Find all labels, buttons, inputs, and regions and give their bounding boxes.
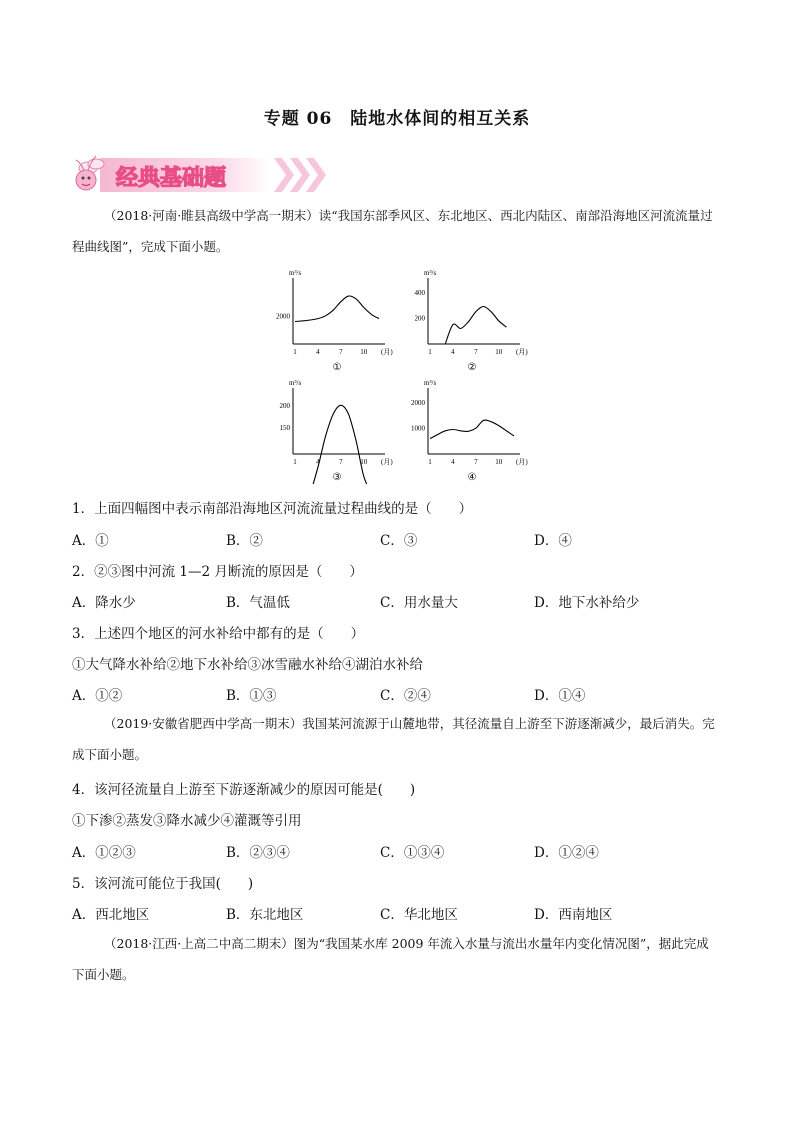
x-tick-label: 7 <box>474 458 478 466</box>
question-3-stem: 3．上述四个地区的河水补给中都有的是（ ） <box>72 626 365 642</box>
x-tick-label: 4 <box>451 348 455 356</box>
intro-paragraph-3: （2018·江西·上高二中高二期末）图为“我国某水库 2009 年流入水量与流出水量年内变化情况图”，据此完成下面小题。 <box>72 936 709 982</box>
banner-label: 经典基础题 <box>116 165 227 190</box>
bee-icon <box>76 156 104 190</box>
q5-option-d[interactable]: D．西南地区 <box>534 907 613 923</box>
x-unit-label: (月) <box>381 348 393 356</box>
chart-2 <box>415 269 529 373</box>
x-unit-label: (月) <box>381 458 393 466</box>
chart-number: ② <box>467 362 477 373</box>
discharge-line <box>295 296 379 322</box>
river-discharge-figure <box>265 266 535 484</box>
y-tick-label: 150 <box>279 423 290 432</box>
question-3-sub: ①大气降水补给②地下水补给③冰雪融水补给④湖泊水补给 <box>72 657 423 673</box>
chart-1 <box>276 269 393 373</box>
q4-option-b[interactable]: B．②③④ <box>226 845 290 861</box>
x-tick-label: 4 <box>316 458 320 466</box>
question-4-stem: 4．该河径流量自上游至下游逐渐减少的原因可能是( ) <box>72 782 416 798</box>
intro-paragraph-2: （2019·安徽省肥西中学高一期末）我国某河流源于山麓地带，其径流量自上游至下游逐渐减少，最后消失。完成下面小题。 <box>72 716 715 762</box>
y-tick-label: 200 <box>279 401 290 410</box>
y-tick-label: 2000 <box>411 398 425 407</box>
y-unit-label: m³/s <box>289 269 302 277</box>
x-tick-label: 10 <box>360 458 368 466</box>
x-tick-label: 1 <box>428 348 432 356</box>
x-tick-label: 10 <box>495 458 503 466</box>
q2-option-b[interactable]: B．气温低 <box>226 595 290 611</box>
discharge-line <box>445 307 506 345</box>
q3-option-c[interactable]: C．②④ <box>380 688 431 704</box>
x-tick-label: 1 <box>293 458 297 466</box>
q3-option-d[interactable]: D．①④ <box>534 688 586 704</box>
page-title: 专题 06 陆地水体间的相互关系 <box>263 109 531 129</box>
chart-number: ④ <box>467 472 477 483</box>
x-tick-label: 10 <box>495 348 503 356</box>
chart-4 <box>411 379 528 483</box>
q2-option-c[interactable]: C．用水量大 <box>380 595 458 611</box>
x-tick-label: 7 <box>339 458 343 466</box>
chart-number: ③ <box>332 472 342 483</box>
x-tick-label: 7 <box>474 348 478 356</box>
q2-option-d[interactable]: D．地下水补给少 <box>534 595 640 611</box>
q1-option-d[interactable]: D．④ <box>534 533 572 549</box>
q4-option-c[interactable]: C．①③④ <box>380 845 445 861</box>
q4-option-a[interactable]: A．①②③ <box>72 845 136 861</box>
question-4-sub: ①下渗②蒸发③降水减少④灌溉等引用 <box>72 813 302 829</box>
q1-option-c[interactable]: C．③ <box>380 533 418 549</box>
y-tick-label: 1000 <box>411 424 425 433</box>
q3-option-b[interactable]: B．①③ <box>226 688 277 704</box>
y-unit-label: m³/s <box>289 379 302 387</box>
q3-option-a[interactable]: A．①② <box>72 688 123 704</box>
y-unit-label: m³/s <box>424 379 437 387</box>
x-tick-label: 10 <box>360 348 368 356</box>
chart-number: ① <box>332 362 342 373</box>
q1-option-b[interactable]: B．② <box>226 533 263 549</box>
x-unit-label: (月) <box>516 458 528 466</box>
q5-option-c[interactable]: C．华北地区 <box>380 907 458 923</box>
x-tick-label: 7 <box>339 348 343 356</box>
discharge-line <box>430 420 514 438</box>
q2-option-a[interactable]: A．降水少 <box>72 595 136 611</box>
intro-paragraph-1: （2018·河南·睢县高级中学高一期末）读“我国东部季风区、东北地区、西北内陆区、南部沿海地区河流流量过程曲线图”，完成下面小题。 <box>72 208 713 254</box>
section-banner <box>66 144 328 200</box>
x-tick-label: 4 <box>451 458 455 466</box>
x-unit-label: (月) <box>516 348 528 356</box>
y-tick-label: 2000 <box>276 312 290 321</box>
y-tick-label: 200 <box>414 314 425 323</box>
chart-3 <box>280 379 394 484</box>
q5-option-b[interactable]: B．东北地区 <box>226 907 304 923</box>
question-1-stem: 1．上面四幅图中表示南部沿海地区河流流量过程曲线的是（ ） <box>72 501 473 517</box>
y-tick-label: 400 <box>414 288 425 297</box>
x-tick-label: 1 <box>428 458 432 466</box>
y-unit-label: m³/s <box>424 269 437 277</box>
x-tick-label: 1 <box>293 348 297 356</box>
x-tick-label: 4 <box>316 348 320 356</box>
question-5-stem: 5．该河流可能位于我国( ) <box>72 876 254 892</box>
question-2-stem: 2．②③图中河流 1—2 月断流的原因是（ ） <box>72 564 363 580</box>
chevron-icon <box>274 158 326 192</box>
q4-option-d[interactable]: D．①②④ <box>534 845 599 861</box>
q5-option-a[interactable]: A．西北地区 <box>72 907 150 923</box>
q1-option-a[interactable]: A．① <box>72 533 109 549</box>
